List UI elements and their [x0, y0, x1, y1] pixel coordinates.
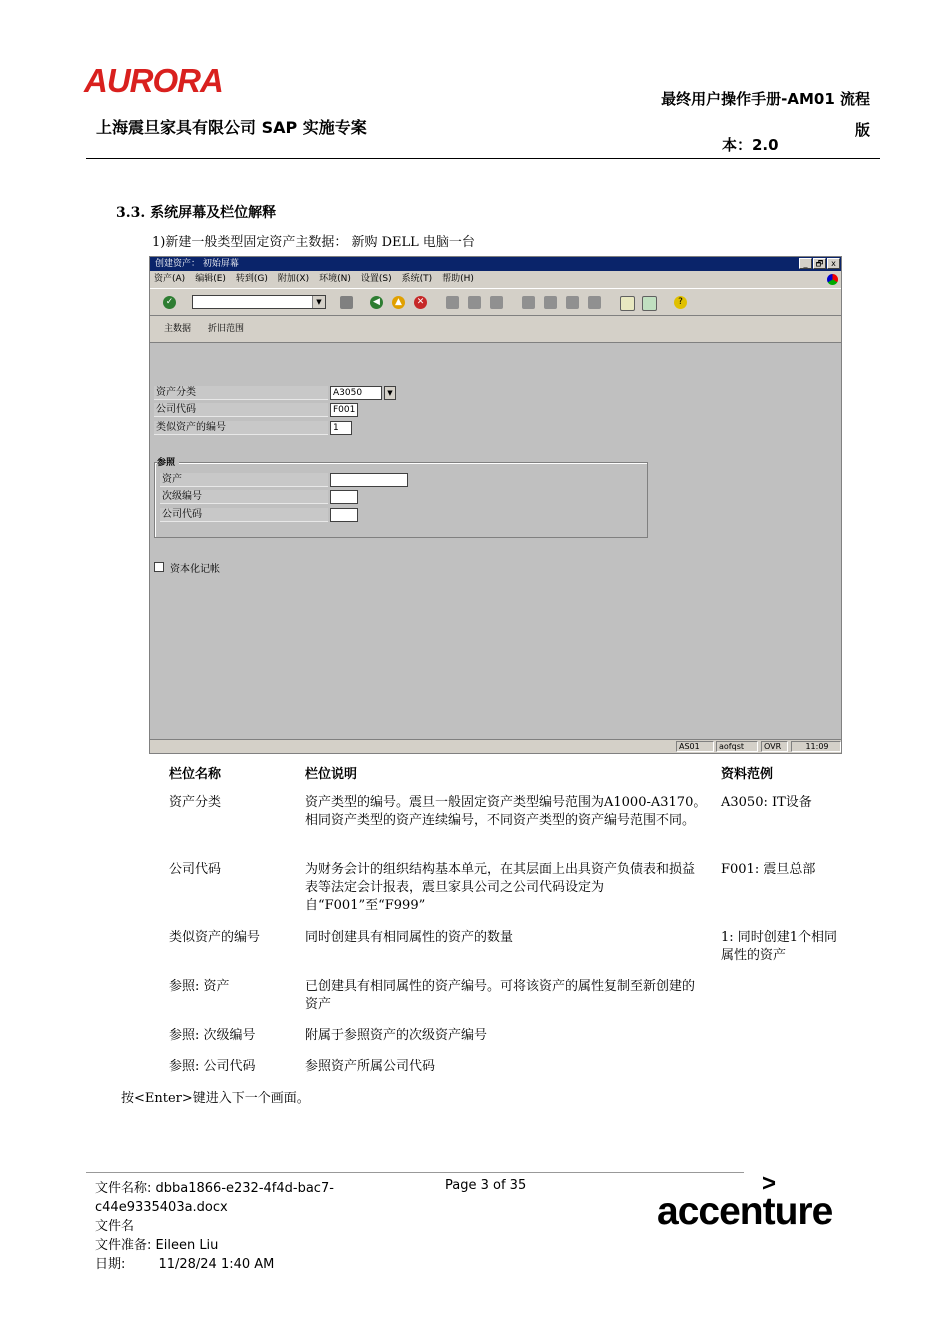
accenture-mark: >: [762, 1170, 777, 1197]
table-row-name: 参照: 资产: [169, 979, 230, 994]
back-icon[interactable]: ◀: [370, 296, 383, 309]
company-title: 上海震旦家具有限公司 SAP 实施专案: [96, 118, 367, 137]
sap-status-icon: [827, 274, 838, 285]
menu-extras[interactable]: 附加(X): [277, 274, 310, 284]
menu-help[interactable]: 帮助(H): [442, 274, 474, 284]
menu-system[interactable]: 系统(T): [401, 274, 433, 284]
window-titlebar: [150, 257, 841, 271]
asset-class-label: 资产分类: [154, 386, 328, 400]
table-row-name: 参照: 公司代码: [169, 1059, 256, 1074]
menu-environment[interactable]: 环境(N): [319, 274, 351, 284]
page-number: Page 3 of 35: [445, 1178, 527, 1193]
standard-toolbar: [150, 288, 841, 316]
window-title: 创建资产： 初始屏幕: [155, 259, 239, 269]
new-session-icon[interactable]: [620, 296, 635, 311]
table-header-name: 栏位名称: [169, 767, 222, 782]
table-row-desc: 已创建具有相同属性的资产编号。可将该资产的属性复制至新创建的资产: [305, 979, 696, 1012]
header-divider: [86, 158, 880, 159]
reference-asset-label: 资产: [160, 473, 328, 487]
sap-window: [149, 256, 842, 754]
status-system[interactable]: AS01: [676, 741, 714, 752]
table-row-desc: 附属于参照资产的次级资产编号: [305, 1028, 488, 1043]
menu-edit[interactable]: 编辑(E): [195, 274, 226, 284]
table-row-name: 资产分类: [169, 795, 222, 810]
prev-page-icon[interactable]: [544, 296, 557, 309]
restore-button[interactable]: 🗗: [813, 258, 826, 269]
step-text: 1)新建一般类型固定资产主数据： 新购 DELL 电脑一台: [152, 235, 475, 250]
enter-note: 按<Enter>键进入下一个画面。: [121, 1091, 310, 1106]
table-row-name: 公司代码: [169, 862, 222, 877]
footer-info: [95, 1179, 345, 1274]
table-row-example: F001: 震旦总部: [721, 862, 816, 877]
exit-icon[interactable]: ▲: [392, 296, 405, 309]
table-row-name: 参照: 次级编号: [169, 1028, 256, 1043]
chevron-down-icon[interactable]: ▼: [312, 296, 325, 308]
table-row-desc: 同时创建具有相同属性的资产的数量: [305, 930, 514, 945]
table-row-desc: 参照资产所属公司代码: [305, 1059, 436, 1074]
company-code-label: 公司代码: [154, 403, 328, 417]
capitalize-label: 资本化记帐: [170, 564, 220, 575]
aurora-logo: AURORA: [84, 62, 223, 99]
close-button[interactable]: x: [827, 258, 840, 269]
status-bar: [150, 739, 841, 753]
menu-settings[interactable]: 设置(S): [360, 274, 392, 284]
print-icon[interactable]: [446, 296, 459, 309]
company-code-input[interactable]: F001: [330, 403, 358, 417]
menu-bar: [150, 271, 841, 288]
find-icon[interactable]: [468, 296, 481, 309]
cancel-icon[interactable]: ✕: [414, 296, 427, 309]
save-icon[interactable]: [340, 296, 353, 309]
footer-file-name: 文件名称: dbba1866-e232-4f4d-bac7-c44e9335403a.docx: [95, 1181, 334, 1215]
help-icon[interactable]: ?: [674, 296, 687, 309]
doc-title-line2: 版: [854, 121, 870, 139]
table-row-desc: 资产类型的编号。震旦一般固定资产类型编号范围为A1000-A3170。相同资产类型的资产连续编号，不同资产类型的资产编号范围不同。: [305, 795, 707, 828]
table-row-example: A3050: IT设备: [721, 795, 812, 810]
reference-asset-input[interactable]: [330, 473, 408, 487]
depreciation-areas-button[interactable]: 折旧范围: [208, 324, 245, 334]
section-title: 3.3. 系统屏幕及栏位解释: [116, 205, 277, 221]
table-row-name: 类似资产的编号: [169, 930, 261, 945]
status-time: 11:09: [791, 741, 841, 752]
capitalize-checkbox[interactable]: [154, 562, 164, 572]
next-page-icon[interactable]: [566, 296, 579, 309]
shortcut-icon[interactable]: [642, 296, 657, 311]
similar-assets-input[interactable]: 1: [330, 421, 352, 435]
reference-company-code-label: 公司代码: [160, 508, 328, 522]
footer-date: 日期: 11/28/24 1:40 AM: [95, 1257, 275, 1272]
status-server: aofqst: [716, 741, 758, 752]
table-header-desc: 栏位说明: [305, 767, 358, 782]
minimize-button[interactable]: _: [799, 258, 812, 269]
footer-prepared-by: 文件准备: Eileen Liu: [95, 1238, 219, 1253]
status-mode[interactable]: OVR: [761, 741, 788, 752]
application-toolbar: [150, 316, 841, 343]
reference-subnumber-label: 次级编号: [160, 490, 328, 504]
similar-assets-label: 类似资产的编号: [154, 421, 328, 435]
reference-subnumber-input[interactable]: [330, 490, 358, 504]
command-field[interactable]: [192, 295, 326, 309]
reference-company-code-input[interactable]: [330, 508, 358, 522]
reference-group-title: 参照: [157, 455, 179, 468]
menu-goto[interactable]: 转到(G): [235, 274, 268, 284]
footer-divider: [86, 1172, 744, 1173]
last-page-icon[interactable]: [588, 296, 601, 309]
asset-class-input[interactable]: A3050: [330, 386, 382, 400]
table-row-example: 1: 同时创建1个相同属性的资产: [721, 930, 838, 963]
first-page-icon[interactable]: [522, 296, 535, 309]
accenture-logo: accenture: [657, 1190, 833, 1233]
doc-version: 本：2.0: [722, 136, 779, 154]
find-next-icon[interactable]: [490, 296, 503, 309]
master-data-button[interactable]: 主数据: [164, 324, 192, 334]
table-row-desc: 为财务会计的组织结构基本单元，在其层面上出具资产负债表和损益表等法定会计报表，震旦家具公司之公司代码设定为自“F001”至“F999”: [305, 862, 696, 913]
enter-icon[interactable]: ✓: [163, 296, 176, 309]
table-header-example: 资料范例: [721, 767, 774, 782]
asset-class-dropdown-icon[interactable]: ▼: [384, 386, 396, 400]
footer-file-label: 文件名: [95, 1219, 135, 1234]
doc-title-line1: 最终用户操作手册-AM01 流程: [661, 90, 870, 108]
menu-asset[interactable]: 资产(A): [154, 274, 186, 284]
